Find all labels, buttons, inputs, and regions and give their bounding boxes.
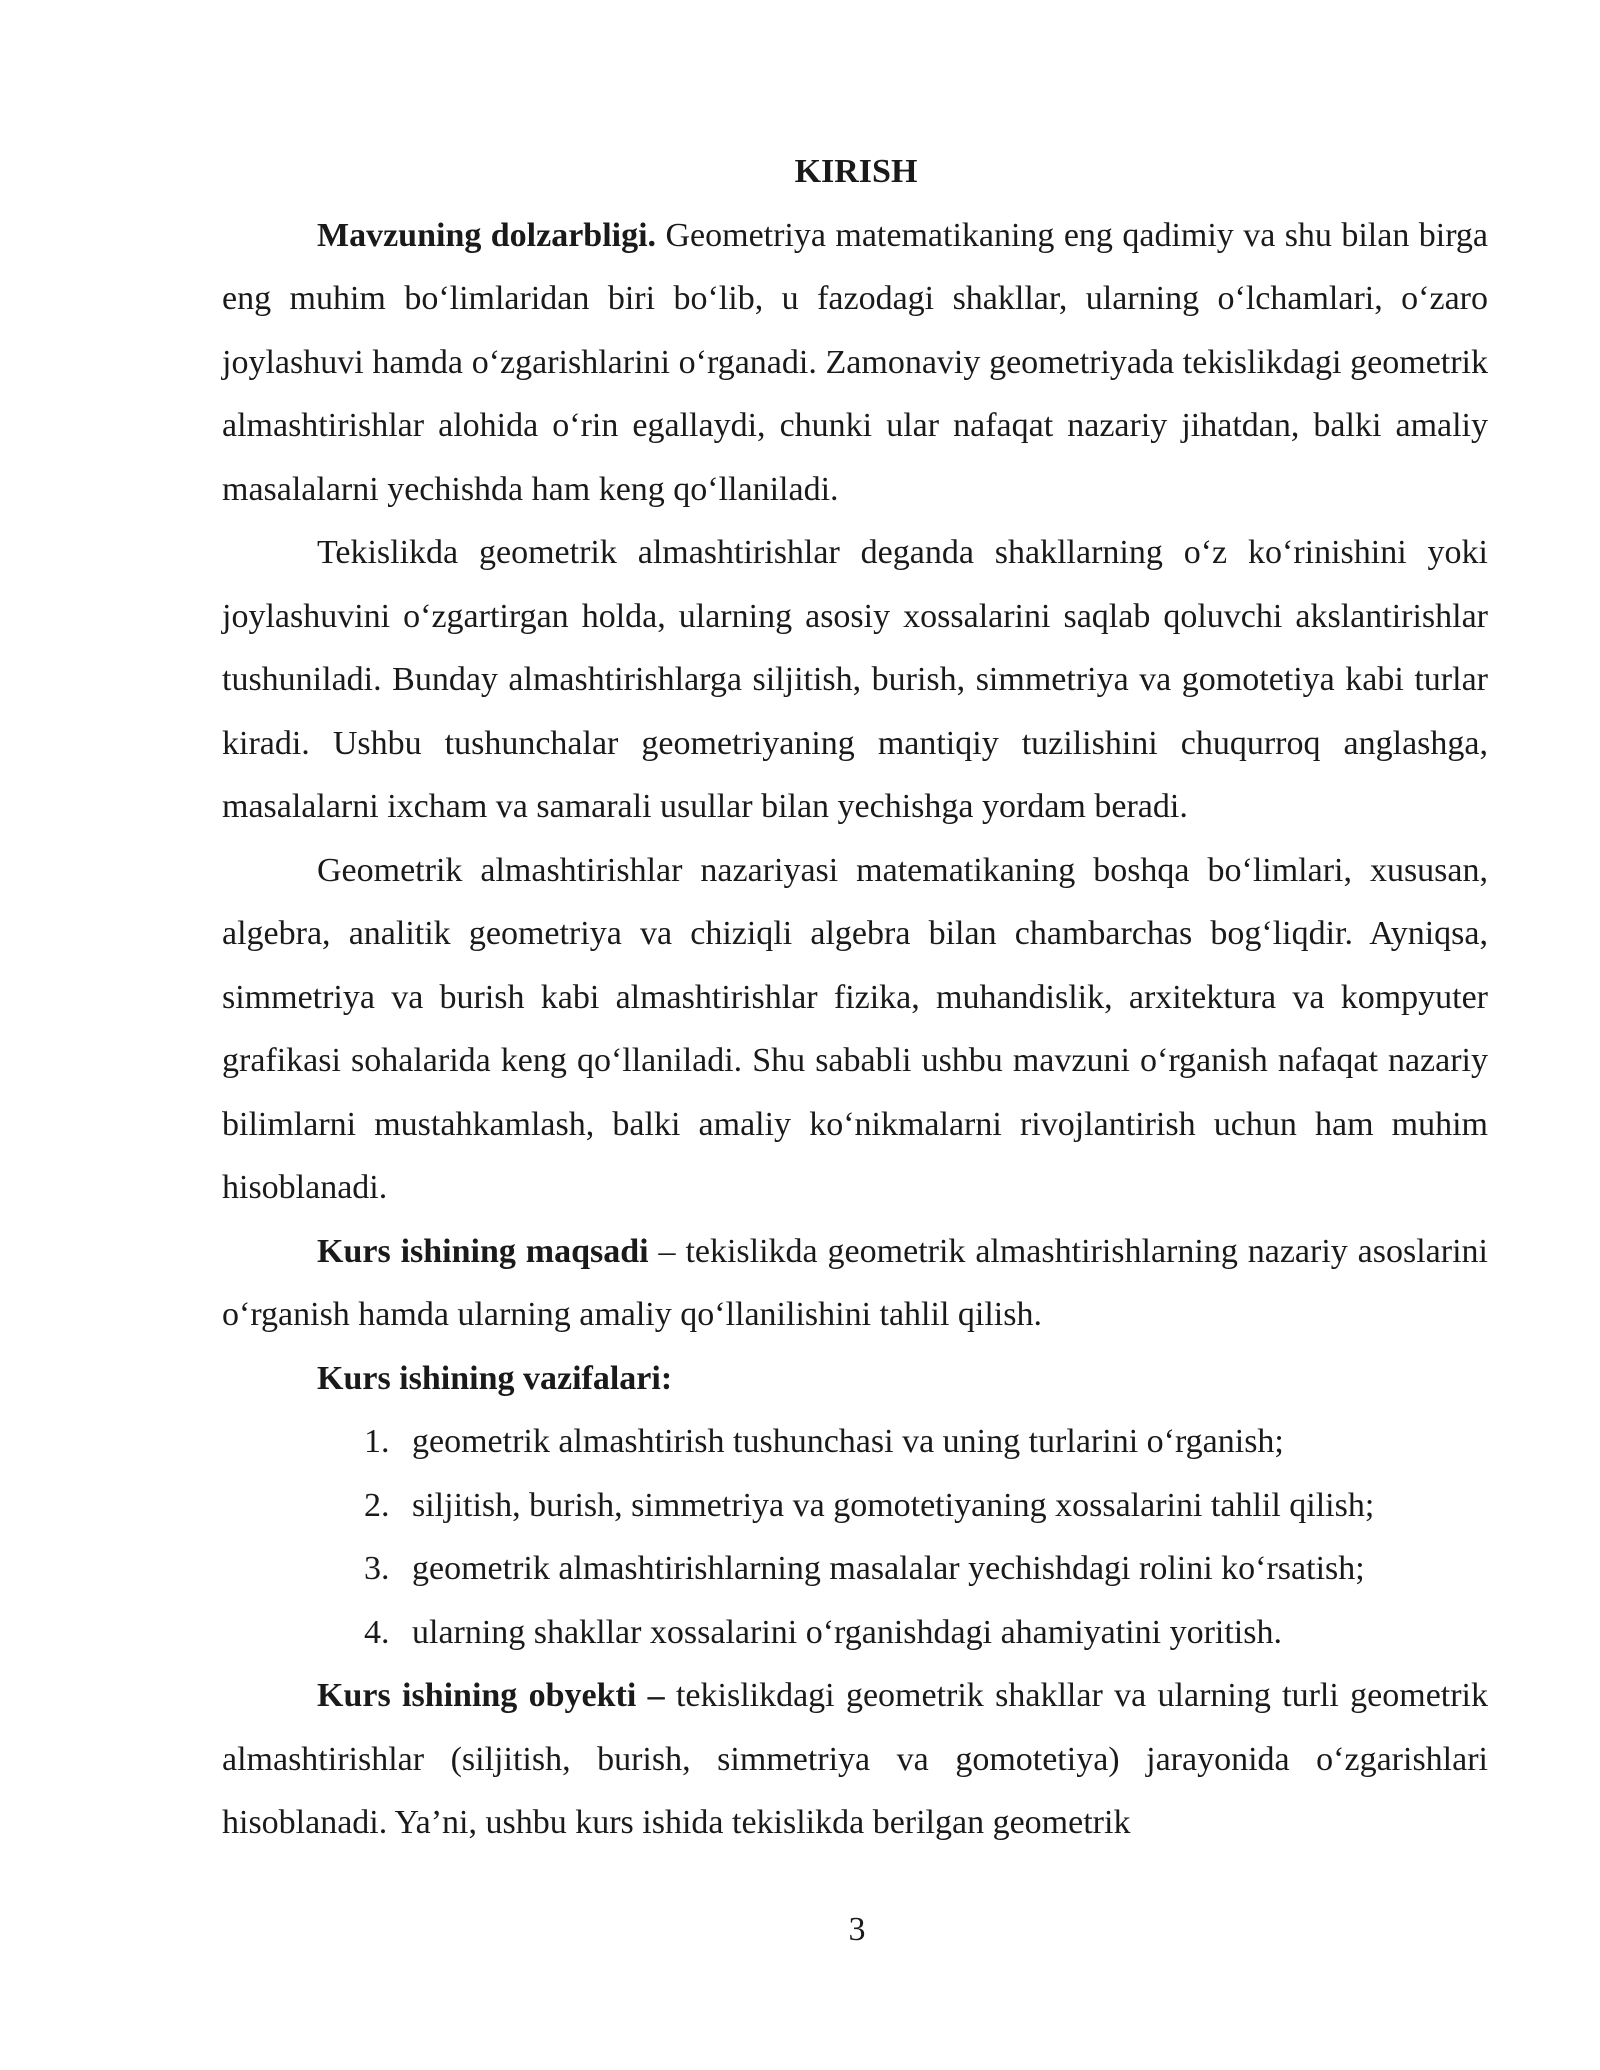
paragraph-object (222, 1664, 1488, 1855)
list-item (222, 1474, 1488, 1538)
tasks-list (222, 1410, 1488, 1664)
list-item (222, 1537, 1488, 1601)
paragraph-relevance-lead: Mavzuning dolzarbligi. (317, 216, 657, 254)
list-item-text: geometrik almashtirishlarning masalalar yechishdagi rolini ko‘rsatish; (412, 1550, 1365, 1587)
paragraph-relevance-text: Geometriya matematikaning eng qadimiy va shu bilan birga eng muhim bo‘limlaridan biri bo‘lib, u fazodagi shakllar, ularning o‘lchamlari, o‘zaro joylashuvi hamda o‘zgarishlarini o‘rganadi. Zamonaviy geometriyada tekislikdagi geometrik almashtirishlar alohida o‘rin egallaydi, chunki ular nafaqat nazariy jihatdan, balki amaliy masalalarni yechishda ham keng qo‘llaniladi. (222, 216, 1488, 508)
paragraph-goal-lead: Kurs ishining maqsadi (317, 1232, 649, 1270)
paragraph-object-lead: Kurs ishining obyekti – (317, 1677, 665, 1714)
tasks-heading: Kurs ishining vazifalari: (317, 1359, 673, 1397)
section-title: KIRISH (794, 153, 918, 190)
list-item-number: 4. (364, 1613, 390, 1651)
paragraph-theory-connections: Geometrik almashtirishlar nazariyasi matematikaning boshqa bo‘limlari, xususan, algebra, analitik geometriya va chiziqli algebra bilan chambarchas bog‘liqdir. Ayniqsa, simmetriya va burish kabi almashtirishlar fizika, muhandislik, arxitektura va kompyuter grafikasi sohalarida keng qo‘llaniladi. Shu sababli ushbu mavzuni o‘rganish nafaqat nazariy bilimlarni mustahkamlash, balki amaliy ko‘nikmalarni rivojlantirish uchun ham muhim hisoblanadi. (222, 851, 1488, 1206)
list-item-number: 1. (364, 1423, 390, 1460)
paragraph-transformations-definition: Tekislikda geometrik almashtirishlar deganda shakllarning o‘z ko‘rinishini yoki joylashuvini o‘zgartirgan holda, ularning asosiy xossalarini saqlab qoluvchi akslantirishlar tushuniladi. Bunday almashtirishlarga siljitish, burish, simmetriya va gomotetiya kabi turlar kiradi. Ushbu tushunchalar geometriyaning mantiqiy tuzilishini chuqurroq anglashga, masalalarni ixcham va samarali usullar bilan yechishga yordam beradi. (222, 534, 1488, 825)
list-item-text: geometrik almashtirish tushunchasi va uning turlarini o‘rganish; (412, 1423, 1284, 1460)
document-page (222, 140, 1488, 1855)
list-item (222, 1601, 1488, 1665)
paragraph-relevance (222, 204, 1488, 522)
paragraph-object-text: tekislikdagi geometrik shakllar va ularning turli geometrik almashtirishlar (siljitish, burish, simmetriya va gomotetiya) jarayonida o‘zgarishlari hisoblanadi. Ya’ni, ushbu kurs ishida tekislikda berilgan geometrik (222, 1677, 1489, 1841)
paragraph-goal (222, 1220, 1488, 1347)
page-number: 3 (848, 1911, 866, 1948)
list-item-text: ularning shakllar xossalarini o‘rganishdagi ahamiyatini yoritish. (412, 1613, 1282, 1651)
list-item (222, 1410, 1488, 1474)
list-item-text: siljitish, burish, simmetriya va gomotetiyaning xossalarini tahlil qilish; (412, 1486, 1375, 1524)
list-item-number: 2. (364, 1486, 390, 1524)
paragraph-goal-text: – tekislikda geometrik almashtirishlarning nazariy asoslarini o‘rganish hamda ularning amaliy qo‘llanilishini tahlil qilish. (222, 1232, 1488, 1333)
list-item-number: 3. (364, 1550, 390, 1587)
